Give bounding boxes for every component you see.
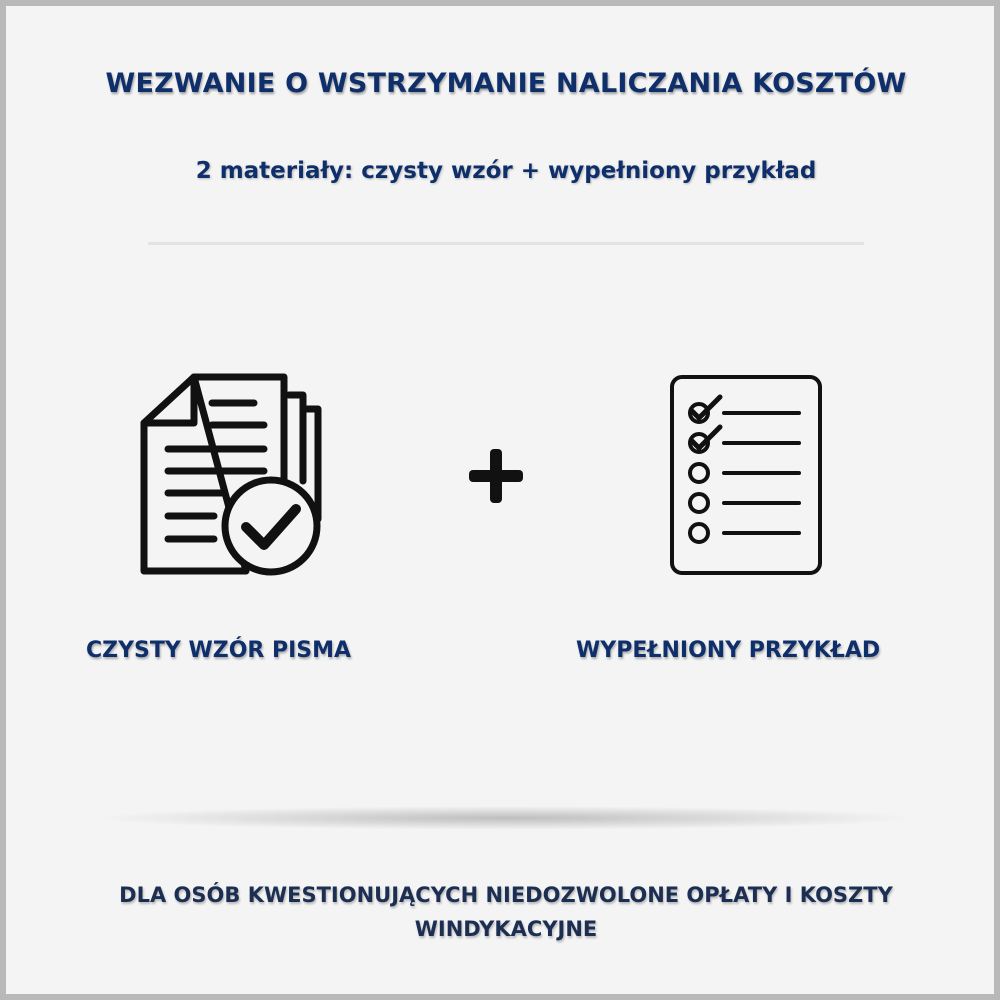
checklist-icon — [666, 371, 826, 581]
item-label-filled-example: WYPEŁNIONY PRZYKŁAD — [576, 638, 881, 663]
item-label-blank-template: CZYSTY WZÓR PISMA — [86, 638, 352, 663]
plus-icon — [461, 441, 531, 511]
page-subtitle: 2 materiały: czysty wzór + wypełniony przykład — [195, 158, 817, 184]
footer-text: DLA OSÓB KWESTIONUJĄCYCH NIEDOZWOLONE OPŁATY I KOSZTY WINDYKACYJNE — [119, 883, 893, 941]
document-check-icon — [126, 361, 341, 586]
shadow-divider — [96, 806, 916, 836]
page-title: WEZWANIE O WSTRZYMANIE NALICZANIA KOSZTÓW — [105, 68, 907, 99]
divider — [148, 242, 864, 245]
